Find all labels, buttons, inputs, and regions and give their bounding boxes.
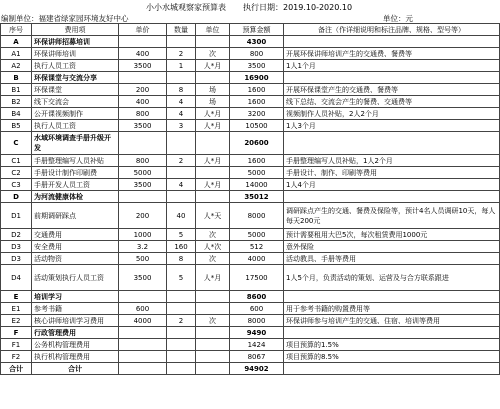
cell-item: 参考书籍 xyxy=(32,303,119,315)
cell-item: 环保讲师培训 xyxy=(32,48,119,60)
cell-amount: 8067 xyxy=(230,351,284,363)
cell-no: C2 xyxy=(1,167,32,179)
table-row xyxy=(1,351,500,363)
cell-no: E xyxy=(1,291,32,303)
cell-qty: 1 xyxy=(167,60,196,72)
cell-qty: 8 xyxy=(167,84,196,96)
cell-unit: 人*月 xyxy=(196,120,230,132)
cell-no: D4 xyxy=(1,265,32,291)
cell-item: 交通费用 xyxy=(32,229,119,241)
table-row xyxy=(1,48,500,60)
section-row xyxy=(1,291,500,303)
table-row xyxy=(1,155,500,167)
cell-amount: 17500 xyxy=(230,265,284,291)
table-row xyxy=(1,241,500,253)
cell-item: 环保课堂与交流分享 xyxy=(32,72,119,84)
cell-price: 800 xyxy=(119,155,167,167)
cell-no: 合计 xyxy=(1,363,32,375)
table-row xyxy=(1,315,500,327)
cell-unit: 场 xyxy=(196,96,230,108)
cell-unit xyxy=(196,167,230,179)
cell-unit: 次 xyxy=(196,253,230,265)
cell-amount: 8600 xyxy=(230,291,284,303)
cell-amount: 8000 xyxy=(230,203,284,229)
cell-no: C3 xyxy=(1,179,32,191)
cell-note: 线下总结、交流会产生的餐费、交通费等 xyxy=(284,96,500,108)
sheet-title: 小小水城观察家预算表 xyxy=(146,3,226,12)
cell-note: 手册设计、制作、印刷等费用 xyxy=(284,167,500,179)
cell-price xyxy=(119,351,167,363)
title-row xyxy=(0,2,500,12)
cell-unit xyxy=(196,36,230,48)
cell-no: F xyxy=(1,327,32,339)
cell-amount: 8000 xyxy=(230,315,284,327)
cell-unit xyxy=(196,132,230,155)
cell-item: 活动策划执行人员工资 xyxy=(32,265,119,291)
cell-amount: 5000 xyxy=(230,229,284,241)
table-row xyxy=(1,303,500,315)
cell-amount: 5000 xyxy=(230,167,284,179)
cell-note xyxy=(284,327,500,339)
cell-amount: 16900 xyxy=(230,72,284,84)
cell-qty xyxy=(167,36,196,48)
cell-amount: 20600 xyxy=(230,132,284,155)
table-row xyxy=(1,265,500,291)
cell-note: 意外保险 xyxy=(284,241,500,253)
unit-label: 单位：元 xyxy=(383,14,413,23)
cell-item: 合计 xyxy=(32,363,119,375)
cell-note: 手册整理编写人员补贴，1人2个月 xyxy=(284,155,500,167)
cell-note xyxy=(284,132,500,155)
cell-item: 线下交流会 xyxy=(32,96,119,108)
section-row xyxy=(1,36,500,48)
cell-amount: 14000 xyxy=(230,179,284,191)
cell-amount: 3200 xyxy=(230,108,284,120)
cell-price: 800 xyxy=(119,108,167,120)
cell-amount: 600 xyxy=(230,303,284,315)
cell-item: 培训学习 xyxy=(32,291,119,303)
cell-qty xyxy=(167,351,196,363)
header-cell: 预算金额 xyxy=(230,24,284,36)
cell-note xyxy=(284,291,500,303)
cell-no: D xyxy=(1,191,32,203)
cell-unit: 场 xyxy=(196,84,230,96)
cell-note xyxy=(284,72,500,84)
cell-price xyxy=(119,339,167,351)
cell-note xyxy=(284,191,500,203)
header-cell: 备注（作详细说明和标注品牌、规格、型号等） xyxy=(284,24,500,36)
cell-item: 环保讲师招募培训 xyxy=(32,36,119,48)
cell-unit xyxy=(196,191,230,203)
cell-price: 3500 xyxy=(119,265,167,291)
cell-no: A2 xyxy=(1,60,32,72)
cell-note: 视频制作人员补贴，2人2个月 xyxy=(284,108,500,120)
cell-note: 用于参考书籍的购置费用等 xyxy=(284,303,500,315)
cell-qty xyxy=(167,339,196,351)
cell-amount: 1424 xyxy=(230,339,284,351)
table-row xyxy=(1,203,500,229)
cell-no: C1 xyxy=(1,155,32,167)
cell-qty: 40 xyxy=(167,203,196,229)
cell-unit: 人*月 xyxy=(196,108,230,120)
cell-item: 公务机构管理费用 xyxy=(32,339,119,351)
cell-unit xyxy=(196,327,230,339)
cell-no: F2 xyxy=(1,351,32,363)
cell-item: 前期调研踩点 xyxy=(32,203,119,229)
table-row xyxy=(1,253,500,265)
cell-note: 1人3个月 xyxy=(284,120,500,132)
cell-qty xyxy=(167,167,196,179)
cell-unit xyxy=(196,363,230,375)
cell-note: 1人5个月，负责活动的策划、运营及与合方联系跟进 xyxy=(284,265,500,291)
cell-item: 行政管理费用 xyxy=(32,327,119,339)
cell-note: 预计需要租用大巴5次，每次租赁费用1000元 xyxy=(284,229,500,241)
cell-amount: 1600 xyxy=(230,96,284,108)
cell-amount: 512 xyxy=(230,241,284,253)
cell-qty: 3 xyxy=(167,120,196,132)
table-row xyxy=(1,179,500,191)
cell-amount: 94902 xyxy=(230,363,284,375)
cell-price: 1000 xyxy=(119,229,167,241)
cell-note: 开展环保讲师培训产生的交通费、餐费等 xyxy=(284,48,500,60)
cell-amount: 10500 xyxy=(230,120,284,132)
cell-price xyxy=(119,36,167,48)
table-row xyxy=(1,229,500,241)
cell-no: A1 xyxy=(1,48,32,60)
cell-unit: 人*月 xyxy=(196,155,230,167)
cell-qty xyxy=(167,303,196,315)
cell-price: 3500 xyxy=(119,120,167,132)
cell-price: 400 xyxy=(119,96,167,108)
cell-no: E2 xyxy=(1,315,32,327)
cell-amount: 3500 xyxy=(230,60,284,72)
cell-price: 400 xyxy=(119,48,167,60)
cell-no: B4 xyxy=(1,108,32,120)
table-row xyxy=(1,167,500,179)
cell-qty: 2 xyxy=(167,48,196,60)
cell-item: 为河流健康体检 xyxy=(32,191,119,203)
cell-no: B5 xyxy=(1,120,32,132)
table-row xyxy=(1,84,500,96)
cell-qty: 160 xyxy=(167,241,196,253)
cell-unit: 次 xyxy=(196,315,230,327)
cell-no: B xyxy=(1,72,32,84)
header-row xyxy=(1,24,500,36)
cell-qty: 5 xyxy=(167,265,196,291)
cell-no: D2 xyxy=(1,229,32,241)
cell-item: 执行人员工资 xyxy=(32,120,119,132)
cell-unit xyxy=(196,291,230,303)
cell-amount: 4000 xyxy=(230,253,284,265)
cell-item: 手册整理编写人员补贴 xyxy=(32,155,119,167)
section-row xyxy=(1,132,500,155)
cell-price xyxy=(119,363,167,375)
cell-item: 手册开发人员工资 xyxy=(32,179,119,191)
cell-qty: 4 xyxy=(167,108,196,120)
section-row xyxy=(1,327,500,339)
cell-qty xyxy=(167,132,196,155)
cell-unit: 次 xyxy=(196,48,230,60)
cell-note: 开展环保课堂产生的交通费、餐费等 xyxy=(284,84,500,96)
cell-note: 1人4个月 xyxy=(284,179,500,191)
cell-qty: 4 xyxy=(167,96,196,108)
cell-qty: 4 xyxy=(167,179,196,191)
cell-no: B1 xyxy=(1,84,32,96)
cell-price: 3500 xyxy=(119,60,167,72)
cell-unit: 人*月 xyxy=(196,60,230,72)
cell-price: 500 xyxy=(119,253,167,265)
cell-item: 核心讲师培训学习费用 xyxy=(32,315,119,327)
header-cell: 单位 xyxy=(196,24,230,36)
cell-item: 安全费用 xyxy=(32,241,119,253)
table-row xyxy=(1,339,500,351)
table-row xyxy=(1,60,500,72)
cell-note: 环保讲师参与培训产生的交通、住宿、培训等费用 xyxy=(284,315,500,327)
cell-qty: 5 xyxy=(167,229,196,241)
cell-item: 执行机构管理费用 xyxy=(32,351,119,363)
cell-price: 3500 xyxy=(119,179,167,191)
cell-no: D3 xyxy=(1,241,32,253)
cell-qty xyxy=(167,291,196,303)
cell-qty: 2 xyxy=(167,155,196,167)
cell-price xyxy=(119,291,167,303)
cell-no: E1 xyxy=(1,303,32,315)
cell-amount: 1600 xyxy=(230,155,284,167)
cell-no: C xyxy=(1,132,32,155)
section-row xyxy=(1,191,500,203)
cell-item: 公开课视频制作 xyxy=(32,108,119,120)
cell-unit: 人*天 xyxy=(196,203,230,229)
cell-unit: 次 xyxy=(196,229,230,241)
cell-amount: 35012 xyxy=(230,191,284,203)
cell-item: 环保课堂 xyxy=(32,84,119,96)
cell-price: 200 xyxy=(119,203,167,229)
cell-unit xyxy=(196,303,230,315)
cell-no: F1 xyxy=(1,339,32,351)
budget-table xyxy=(0,23,500,375)
cell-amount: 4300 xyxy=(230,36,284,48)
org-row xyxy=(0,13,500,23)
total-row xyxy=(1,363,500,375)
cell-price xyxy=(119,191,167,203)
cell-note: 项目预算的1.5% xyxy=(284,339,500,351)
cell-price xyxy=(119,327,167,339)
cell-note xyxy=(284,363,500,375)
header-cell: 数量 xyxy=(167,24,196,36)
cell-unit xyxy=(196,72,230,84)
section-row xyxy=(1,72,500,84)
cell-price: 4000 xyxy=(119,315,167,327)
period-label: 执行日期：2019.10-2020.10 xyxy=(243,3,353,12)
cell-no: D3 xyxy=(1,253,32,265)
cell-unit xyxy=(196,351,230,363)
cell-note: 项目预算的8.5% xyxy=(284,351,500,363)
cell-qty: 8 xyxy=(167,253,196,265)
cell-unit xyxy=(196,339,230,351)
cell-price: 3.2 xyxy=(119,241,167,253)
org-label: 编制单位：福建省绿家园环境友好中心 xyxy=(1,14,129,23)
cell-qty xyxy=(167,191,196,203)
cell-item: 活动物资 xyxy=(32,253,119,265)
cell-note xyxy=(284,36,500,48)
cell-unit: 人*次 xyxy=(196,241,230,253)
cell-qty xyxy=(167,72,196,84)
cell-qty xyxy=(167,363,196,375)
cell-unit: 人*月 xyxy=(196,179,230,191)
cell-amount: 1600 xyxy=(230,84,284,96)
header-cell: 单价 xyxy=(119,24,167,36)
cell-no: D1 xyxy=(1,203,32,229)
cell-price: 600 xyxy=(119,303,167,315)
cell-amount: 9490 xyxy=(230,327,284,339)
cell-price xyxy=(119,72,167,84)
cell-note: 1人1个月 xyxy=(284,60,500,72)
cell-item: 水域环境调查手册升级开发 xyxy=(32,132,119,155)
cell-unit: 人*月 xyxy=(196,265,230,291)
cell-price: 200 xyxy=(119,84,167,96)
table-row xyxy=(1,108,500,120)
header-cell: 序号 xyxy=(1,24,32,36)
cell-price xyxy=(119,132,167,155)
cell-no: A xyxy=(1,36,32,48)
cell-item: 手册设计制作印刷费 xyxy=(32,167,119,179)
header-cell: 费用项 xyxy=(32,24,119,36)
cell-item: 执行人员工资 xyxy=(32,60,119,72)
cell-note: 调研踩点产生的交通、餐费及保险等，预计4名人员调研10天，每人每天200元 xyxy=(284,203,500,229)
cell-qty: 2 xyxy=(167,315,196,327)
cell-amount: 800 xyxy=(230,48,284,60)
cell-note: 活动教具、手册等费用 xyxy=(284,253,500,265)
cell-no: B2 xyxy=(1,96,32,108)
cell-price: 5000 xyxy=(119,167,167,179)
table-row xyxy=(1,96,500,108)
cell-qty xyxy=(167,327,196,339)
table-row xyxy=(1,120,500,132)
